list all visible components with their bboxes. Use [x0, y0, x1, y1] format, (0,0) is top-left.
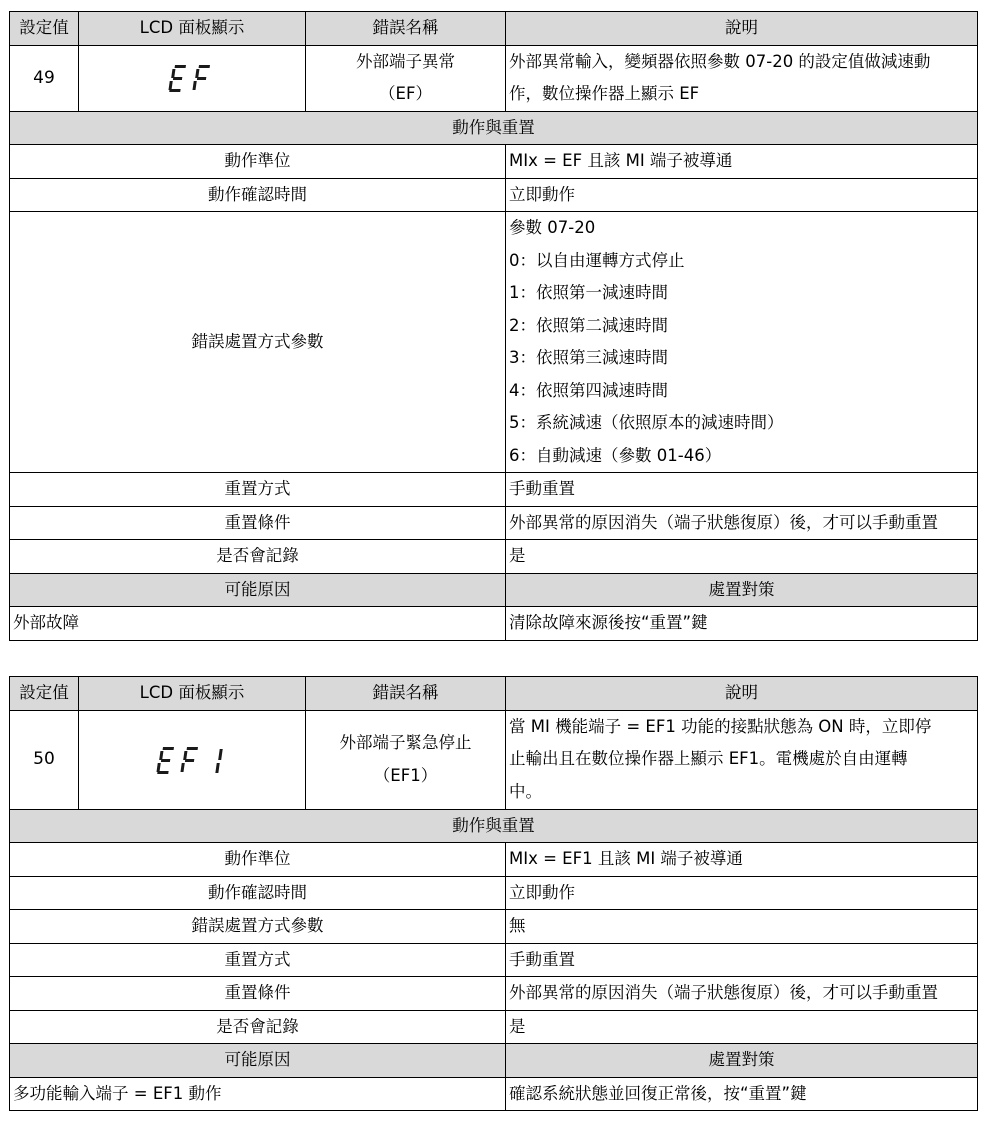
reset-method-row — [10, 473, 978, 507]
treatment-line: 參數 07-20 — [509, 218, 596, 237]
header-setting: 設定值 — [10, 12, 79, 46]
section-title: 動作與重置 — [10, 111, 978, 145]
treatment-line: 1：依照第一減速時間 — [509, 283, 668, 302]
description-line: 外部異常輸入，變頻器依照參數 07-20 的設定值做減速動 — [509, 51, 931, 71]
lcd-ef1-glyph — [152, 743, 232, 777]
countermeasure-value: 清除故障來源後按“重置”鍵 — [506, 607, 978, 641]
lcd-display — [79, 45, 306, 111]
treatment-param-label: 錯誤處置方式參數 — [10, 910, 506, 944]
error-name-cell — [306, 710, 506, 809]
countermeasure-header: 處置對策 — [506, 573, 978, 607]
description-cell — [506, 45, 978, 111]
treatment-param-value: 無 — [506, 910, 978, 944]
description-line: 止輸出且在數位操作器上顯示 EF1。電機處於自由運轉 — [509, 749, 908, 769]
reset-method-value: 手動重置 — [506, 943, 978, 977]
cause-header-row — [10, 573, 978, 607]
description-line: 中。 — [509, 781, 542, 801]
header-row — [10, 12, 978, 46]
countermeasure-header: 處置對策 — [506, 1044, 978, 1078]
record-value: 是 — [506, 540, 978, 574]
treatment-line: 6：自動減速（參數 01-46） — [509, 445, 722, 465]
action-level-label: 動作準位 — [10, 145, 506, 179]
treatment-param-row — [10, 212, 978, 473]
setting-value: 49 — [10, 45, 79, 111]
header-row — [10, 677, 978, 711]
fault-table-50 — [9, 676, 978, 1111]
description-line: 作，數位操作器上顯示 EF — [509, 84, 700, 103]
countermeasure-value: 確認系統狀態並回復正常後，按“重置”鍵 — [506, 1077, 978, 1111]
section-row — [10, 111, 978, 145]
description-line: 當 MI 機能端子 = EF1 功能的接點狀態為 ON 時，立即停 — [509, 716, 932, 736]
treatment-line: 3：依照第三減速時間 — [509, 348, 668, 367]
action-time-value: 立即動作 — [506, 876, 978, 910]
description-cell — [506, 710, 978, 809]
fault-summary-row — [10, 45, 978, 111]
cause-header: 可能原因 — [10, 1044, 506, 1078]
treatment-line: 0：以自由運轉方式停止 — [509, 250, 685, 270]
cause-value: 外部故障 — [10, 607, 506, 641]
header-lcd: LCD 面板顯示 — [79, 677, 306, 711]
lcd-ef-glyph — [162, 61, 222, 95]
reset-method-label: 重置方式 — [10, 943, 506, 977]
cause-header-row — [10, 1044, 978, 1078]
action-time-row — [10, 178, 978, 212]
reset-condition-row — [10, 506, 978, 540]
action-level-value: MIx = EF 且該 MI 端子被導通 — [506, 145, 978, 179]
header-description: 說明 — [506, 677, 978, 711]
cause-header: 可能原因 — [10, 573, 506, 607]
action-level-row — [10, 145, 978, 179]
reset-condition-row — [10, 977, 978, 1011]
treatment-param-row — [10, 910, 978, 944]
cause-row — [10, 1077, 978, 1111]
setting-value: 50 — [10, 710, 79, 809]
action-time-label: 動作確認時間 — [10, 876, 506, 910]
header-setting: 設定值 — [10, 677, 79, 711]
treatment-param-label: 錯誤處置方式參數 — [10, 212, 506, 473]
lcd-display — [79, 710, 306, 809]
fault-table-49 — [9, 11, 978, 641]
action-level-value: MIx = EF1 且該 MI 端子被導通 — [506, 843, 978, 877]
cause-row — [10, 607, 978, 641]
action-time-row — [10, 876, 978, 910]
reset-condition-label: 重置條件 — [10, 506, 506, 540]
reset-condition-label: 重置條件 — [10, 977, 506, 1011]
record-row — [10, 1010, 978, 1044]
fault-summary-row — [10, 710, 978, 809]
record-row — [10, 540, 978, 574]
action-time-label: 動作確認時間 — [10, 178, 506, 212]
section-title: 動作與重置 — [10, 809, 978, 843]
action-time-value: 立即動作 — [506, 178, 978, 212]
treatment-line: 5：系統減速（依照原本的減速時間） — [509, 413, 784, 432]
record-label: 是否會記錄 — [10, 1010, 506, 1044]
reset-condition-value: 外部異常的原因消失（端子狀態復原）後，才可以手動重置 — [506, 506, 978, 540]
header-description: 說明 — [506, 12, 978, 46]
header-error-name: 錯誤名稱 — [306, 12, 506, 46]
error-name: 外部端子異常 — [356, 51, 455, 71]
treatment-line: 2：依照第二減速時間 — [509, 315, 668, 335]
reset-method-row — [10, 943, 978, 977]
reset-method-label: 重置方式 — [10, 473, 506, 507]
record-value: 是 — [506, 1010, 978, 1044]
action-level-label: 動作準位 — [10, 843, 506, 877]
error-name: 外部端子緊急停止 — [339, 733, 472, 752]
treatment-line: 4：依照第四減速時間 — [509, 380, 668, 400]
reset-condition-value: 外部異常的原因消失（端子狀態復原）後，才可以手動重置 — [506, 977, 978, 1011]
record-label: 是否會記錄 — [10, 540, 506, 574]
cause-value: 多功能輸入端子 = EF1 動作 — [10, 1077, 506, 1111]
action-level-row — [10, 843, 978, 877]
section-row — [10, 809, 978, 843]
header-lcd: LCD 面板顯示 — [79, 12, 306, 46]
header-error-name: 錯誤名稱 — [306, 677, 506, 711]
error-name-cell — [306, 45, 506, 111]
error-code: （EF1） — [373, 765, 438, 785]
error-code: （EF） — [379, 84, 432, 103]
treatment-param-value — [506, 212, 978, 473]
reset-method-value: 手動重置 — [506, 473, 978, 507]
